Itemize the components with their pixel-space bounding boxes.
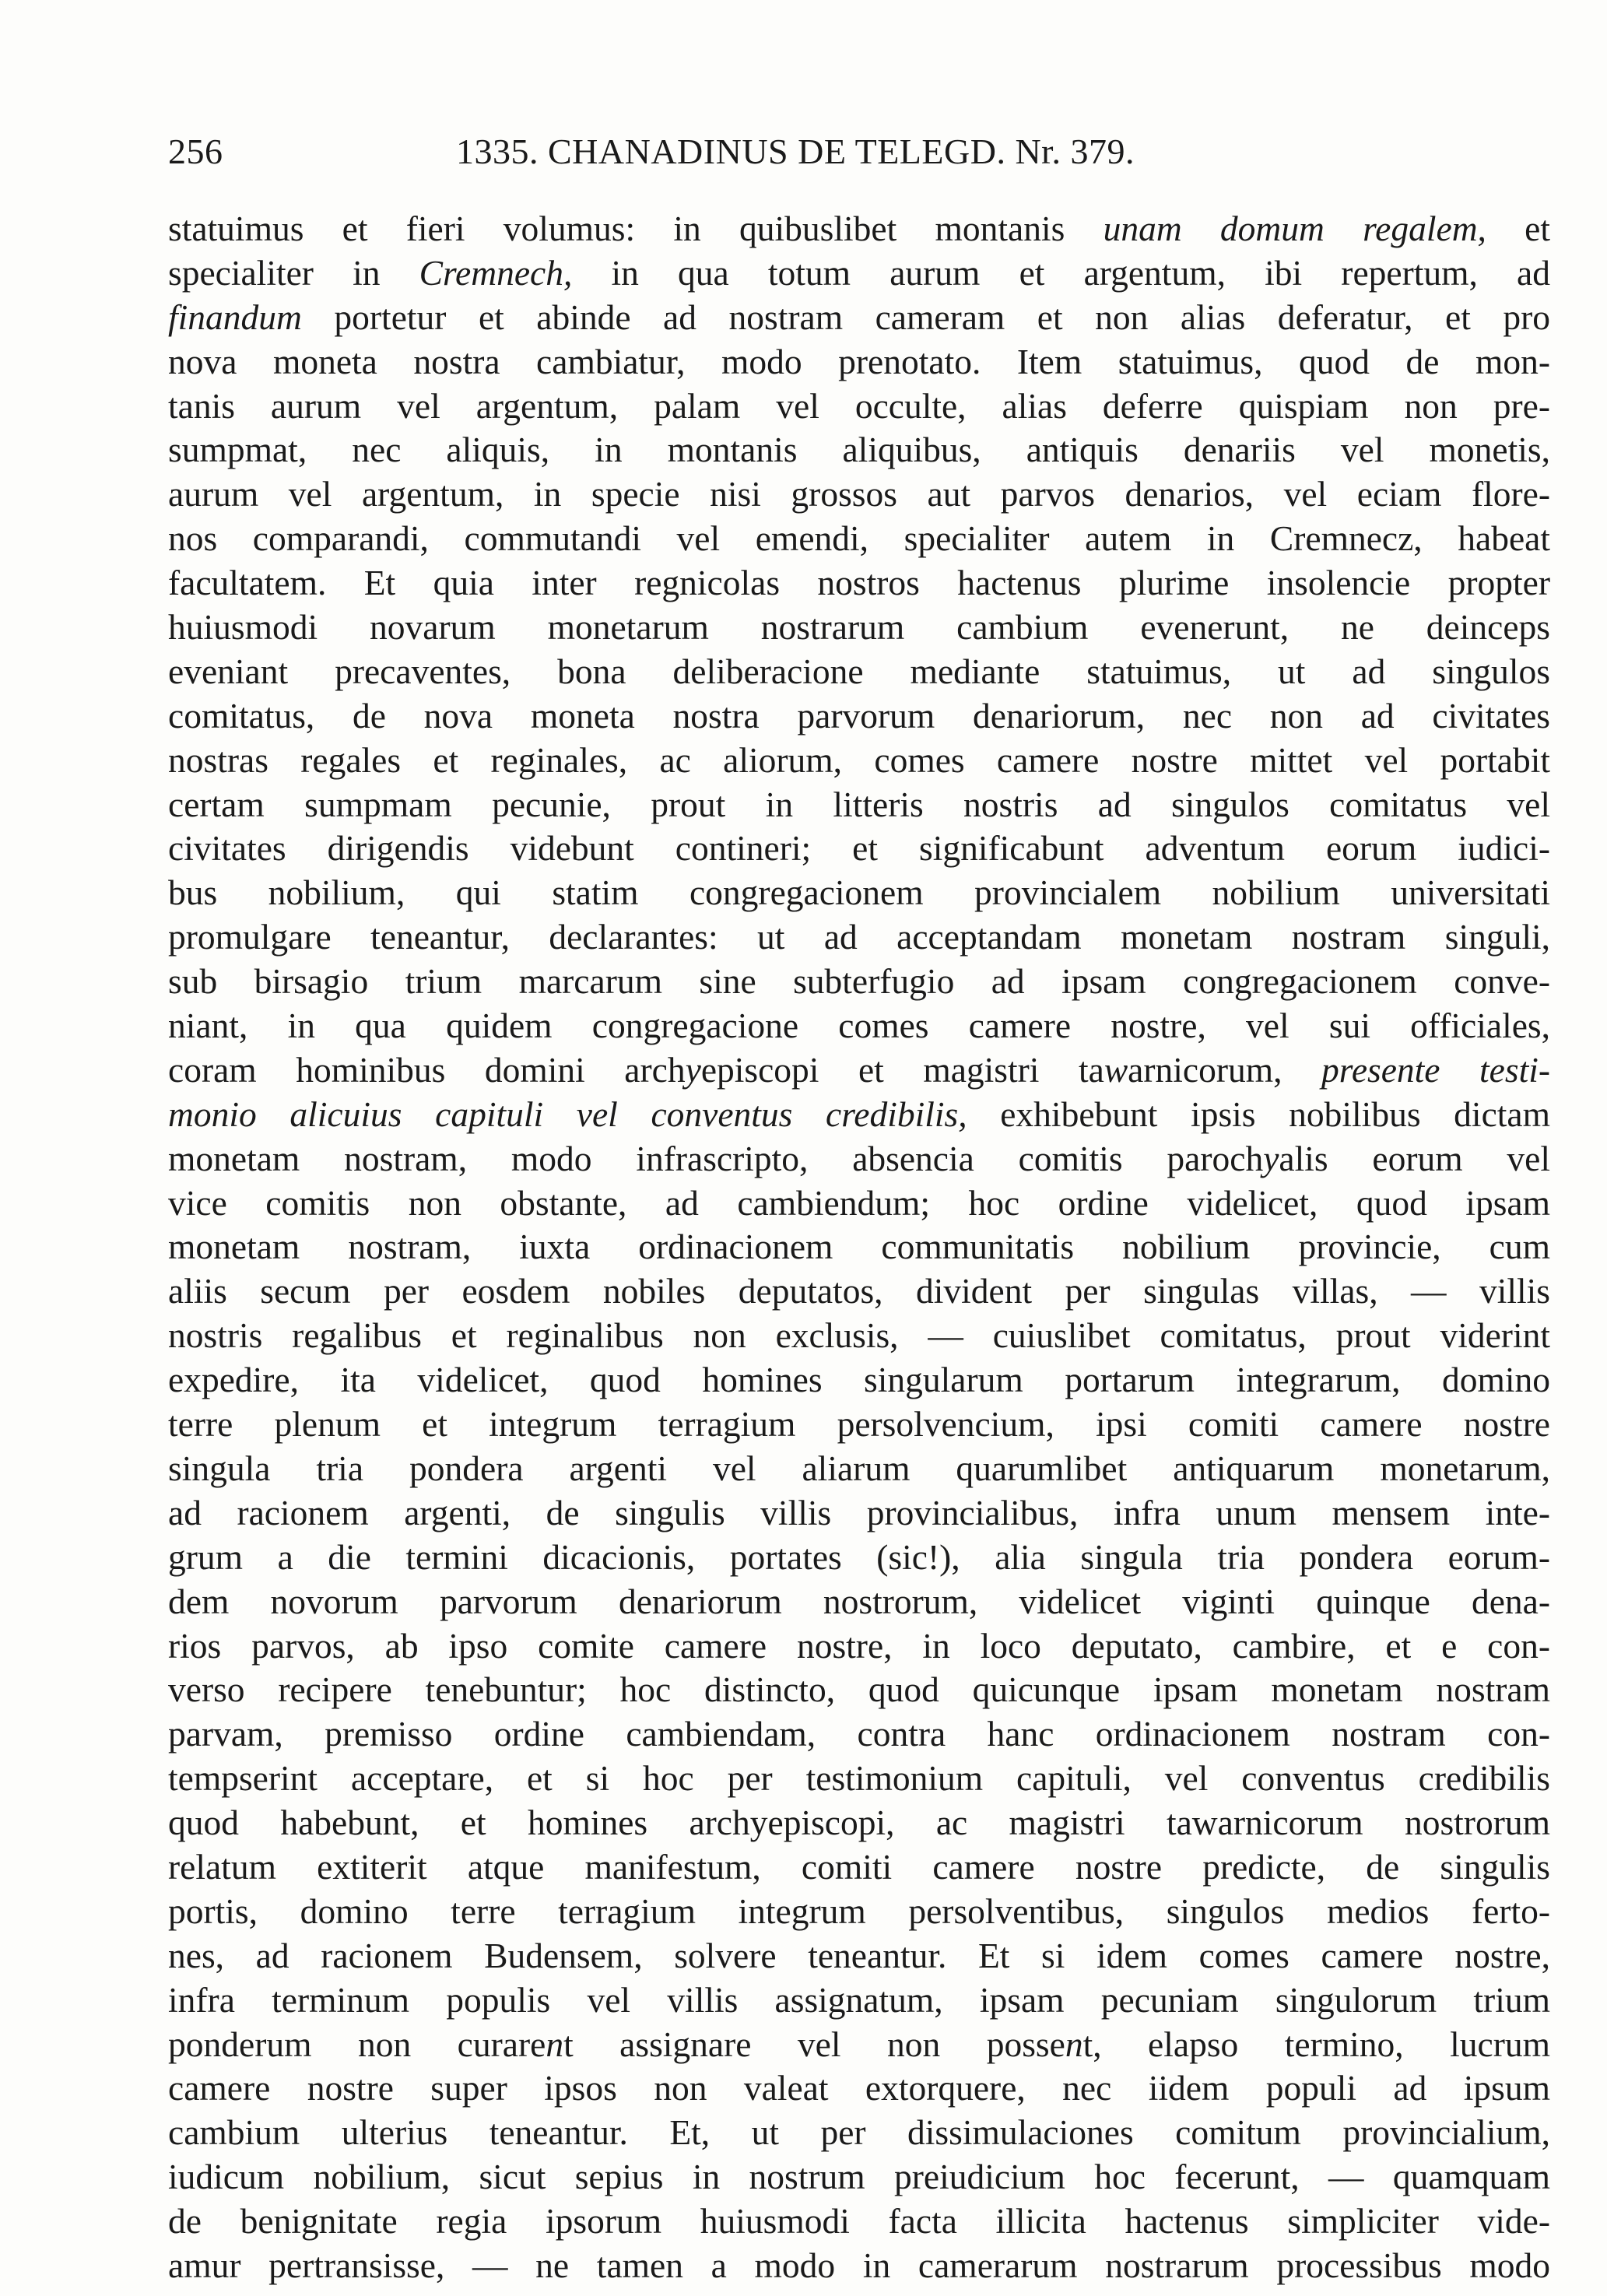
text-line — [168, 428, 1550, 472]
text-segment: aurum vel argentum, in specie nisi grossos aut parvos denarios, vel eciam flore- — [168, 474, 1550, 514]
text-segment: arnicorum, — [1128, 1049, 1322, 1090]
text-segment: grum a die termini dicacionis, portates (sic!), alia singula tria pondera eorum- — [168, 1536, 1550, 1577]
text-segment: monetam nostram, iuxta ordinacionem communitatis nobilium provincie, cum — [168, 1227, 1550, 1267]
text-segment: de benignitate regia ipsorum huiusmodi facta illicita hactenus simpliciter vide- — [168, 2201, 1550, 2242]
text-line — [168, 606, 1550, 650]
text-line — [168, 1447, 1550, 1491]
text-segment: sub birsagio trium marcarum sine subterfugio ad ipsam congregacionem conve- — [168, 961, 1550, 1002]
text-line — [168, 1093, 1550, 1137]
text-segment: huiusmodi novarum monetarum nostrarum cambium evenerunt, ne deinceps — [168, 607, 1550, 648]
text-line — [168, 960, 1550, 1004]
text-line — [168, 1358, 1550, 1403]
text-segment: quod habebunt, et homines archyepiscopi, ac magistri tawarnicorum nostrorum — [168, 1803, 1550, 1843]
text-line — [168, 1314, 1550, 1358]
text-line — [168, 694, 1550, 739]
page-number: 256 — [168, 132, 223, 171]
italic-text-segment: presente testi- — [1321, 1049, 1550, 1090]
text-line — [168, 2155, 1550, 2199]
text-segment: infra terminum populis vel villis assignatum, ipsam pecuniam singulorum trium — [168, 1979, 1550, 2020]
text-line — [168, 207, 1550, 251]
text-segment: nostras regales et reginales, ac aliorum, comes camere nostre mittet vel portabit — [168, 739, 1550, 780]
text-segment: dem novorum parvorum denariorum nostrorum, videlicet viginti quinque dena- — [168, 1581, 1550, 1621]
text-segment: in qua totum aurum et argentum, ibi repertum, ad — [572, 252, 1550, 293]
text-segment: nova moneta nostra cambiatur, modo prenotato. Item statuimus, quod de mon- — [168, 341, 1550, 381]
text-line — [168, 739, 1550, 783]
text-segment: nostris regalibus et reginalibus non exclusis, — cuiuslibet comitatus, prout viderint — [168, 1315, 1550, 1356]
text-line — [168, 384, 1550, 429]
text-line — [168, 1269, 1550, 1314]
text-line — [168, 1048, 1550, 1093]
text-segment: eveniant precaventes, bona deliberacione mediante statuimus, ut ad singulos — [168, 651, 1550, 691]
text-segment: verso recipere tenebuntur; hoc distincto, quod quicunque ipsam monetam nostram — [168, 1669, 1550, 1710]
text-line — [168, 1491, 1550, 1536]
text-line — [168, 1978, 1550, 2023]
italic-text-segment: w — [1103, 1049, 1128, 1090]
italic-text-segment: Cremnech, — [419, 252, 573, 293]
text-line — [168, 1580, 1550, 1624]
text-segment: camere nostre super ipsos non valeat extorquere, nec iidem populi ad ipsum — [168, 2068, 1550, 2108]
text-segment: certam sumpmam pecunie, prout in litteris nostris ad singulos comitatus vel — [168, 784, 1550, 824]
text-line — [168, 1536, 1550, 1580]
text-segment: statuimus et fieri volumus: in quibuslibet montanis — [168, 209, 1103, 248]
text-segment: ad racionem argenti, de singulis villis provincialibus, infra unum mensem inte- — [168, 1492, 1550, 1532]
text-segment: specialiter in — [168, 252, 419, 293]
text-line — [168, 1801, 1550, 1845]
text-line — [168, 1934, 1550, 1978]
text-line — [168, 340, 1550, 384]
text-segment: t assignare vel non posse — [563, 2024, 1065, 2064]
text-segment: coram hominibus domini arch — [168, 1049, 686, 1090]
text-line — [168, 1403, 1550, 1447]
text-segment: amur pertransisse, — ne tamen a modo in camerarum nostrarum processibus modo — [168, 2245, 1550, 2285]
text-line — [168, 296, 1550, 340]
text-segment: civitates dirigendis videbunt contineri; et significabunt adventum eorum iudici- — [168, 828, 1550, 869]
text-segment: nos comparandi, commutandi vel emendi, specialiter autem in Cremnecz, habeat — [168, 518, 1550, 559]
text-segment: alis eorum vel — [1279, 1138, 1550, 1178]
text-line — [168, 1181, 1550, 1226]
text-segment: parvam, premisso ordine cambiendam, contra hanc ordinacionem nostram con- — [168, 1714, 1550, 1754]
text-segment: promulgare teneantur, declarantes: ut ad acceptandam monetam nostram singuli, — [168, 917, 1550, 957]
text-segment: comitatus, de nova moneta nostra parvorum denariorum, nec non ad civitates — [168, 695, 1550, 735]
text-segment: rios parvos, ab ipso comite camere nostre, in loco deputato, cambire, et e con- — [168, 1625, 1550, 1666]
text-line — [168, 2199, 1550, 2244]
text-line — [168, 1624, 1550, 1669]
text-segment: facultatem. Et quia inter regnicolas nostros hactenus plurime insolencie propter — [168, 563, 1550, 603]
text-segment: episcopi et magistri ta — [700, 1049, 1104, 1090]
text-line — [168, 783, 1550, 827]
text-segment: tanis aurum vel argentum, palam vel occulte, alias deferre quispiam non pre- — [168, 385, 1550, 426]
text-segment: bus nobilium, qui statim congregacionem provincialem nobilium universitati — [168, 872, 1550, 913]
text-line — [168, 2111, 1550, 2155]
text-segment: ponderum non curare — [168, 2024, 546, 2064]
text-line — [168, 1137, 1550, 1181]
text-segment: tempserint acceptare, et si hoc per testimonium capituli, vel conventus credibilis — [168, 1758, 1550, 1799]
text-line — [168, 517, 1550, 561]
page-header — [168, 131, 1546, 185]
text-line — [168, 1668, 1550, 1712]
text-line — [168, 2023, 1550, 2067]
text-segment: portis, domino terre terragium integrum persolventibus, singulos medios ferto- — [168, 1891, 1550, 1931]
text-segment: iudicum nobilium, sicut sepius in nostrum preiudicium hoc fecerunt, — quamquam — [168, 2157, 1550, 2197]
text-segment: t, elapso termino, lucrum — [1082, 2024, 1550, 2064]
text-segment: nes, ad racionem Budensem, solvere teneantur. Et si idem comes camere nostre, — [168, 1935, 1550, 1975]
italic-text-segment: y — [685, 1049, 701, 1090]
text-segment: portetur et abinde ad nostram cameram et non alias deferatur, et pro — [301, 297, 1550, 337]
text-segment: exhibebunt ipsis nobilibus dictam — [967, 1094, 1550, 1134]
text-segment: monetam nostram, modo infrascripto, absencia comitis paroch — [168, 1138, 1264, 1178]
running-title: 1335. CHANADINUS DE TELEGD. Nr. 379. — [456, 132, 1135, 171]
text-line — [168, 472, 1550, 517]
text-segment: niant, in qua quidem congregacione comes camere nostre, vel sui officiales, — [168, 1006, 1550, 1046]
text-line — [168, 1225, 1550, 1269]
text-line — [168, 1757, 1550, 1801]
text-segment: cambium ulterius teneantur. Et, ut per dissimulaciones comitum provincialium, — [168, 2112, 1550, 2153]
italic-text-segment: finandum — [168, 297, 302, 337]
text-line — [168, 871, 1550, 915]
text-line — [168, 561, 1550, 606]
text-segment: et — [1486, 209, 1550, 248]
text-line — [168, 1845, 1550, 1890]
text-segment: relatum extiterit atque manifestum, comiti camere nostre predicte, de singulis — [168, 1846, 1550, 1887]
italic-text-segment: n — [546, 2024, 564, 2064]
text-line — [168, 1712, 1550, 1757]
text-line — [168, 2244, 1550, 2288]
text-segment: expedire, ita videlicet, quod homines singularum portarum integrarum, domino — [168, 1360, 1550, 1400]
italic-text-segment: n — [1065, 2024, 1083, 2064]
text-segment: sumpmat, nec aliquis, in montanis aliquibus, antiquis denariis vel monetis, — [168, 430, 1550, 470]
italic-text-segment: unam domum regalem, — [1103, 209, 1486, 248]
text-segment: vice comitis non obstante, ad cambiendum; hoc ordine videlicet, quod ipsam — [168, 1182, 1550, 1223]
text-line — [168, 1890, 1550, 1934]
italic-text-segment: y — [1263, 1138, 1279, 1178]
text-line — [168, 650, 1550, 694]
text-line — [168, 827, 1550, 871]
body-text — [168, 207, 1550, 2288]
text-segment: terre plenum et integrum terragium persolvencium, ipsi comiti camere nostre — [168, 1404, 1550, 1445]
text-line — [168, 1004, 1550, 1048]
text-line — [168, 251, 1550, 296]
italic-text-segment: monio alicuius capituli vel conventus credibilis, — [168, 1094, 967, 1134]
text-segment: singula tria pondera argenti vel aliarum quarumlibet antiquarum monetarum, — [168, 1448, 1550, 1488]
text-segment: aliis secum per eosdem nobiles deputatos, divident per singulas villas, — villis — [168, 1271, 1550, 1311]
text-line — [168, 2066, 1550, 2111]
text-line — [168, 915, 1550, 960]
